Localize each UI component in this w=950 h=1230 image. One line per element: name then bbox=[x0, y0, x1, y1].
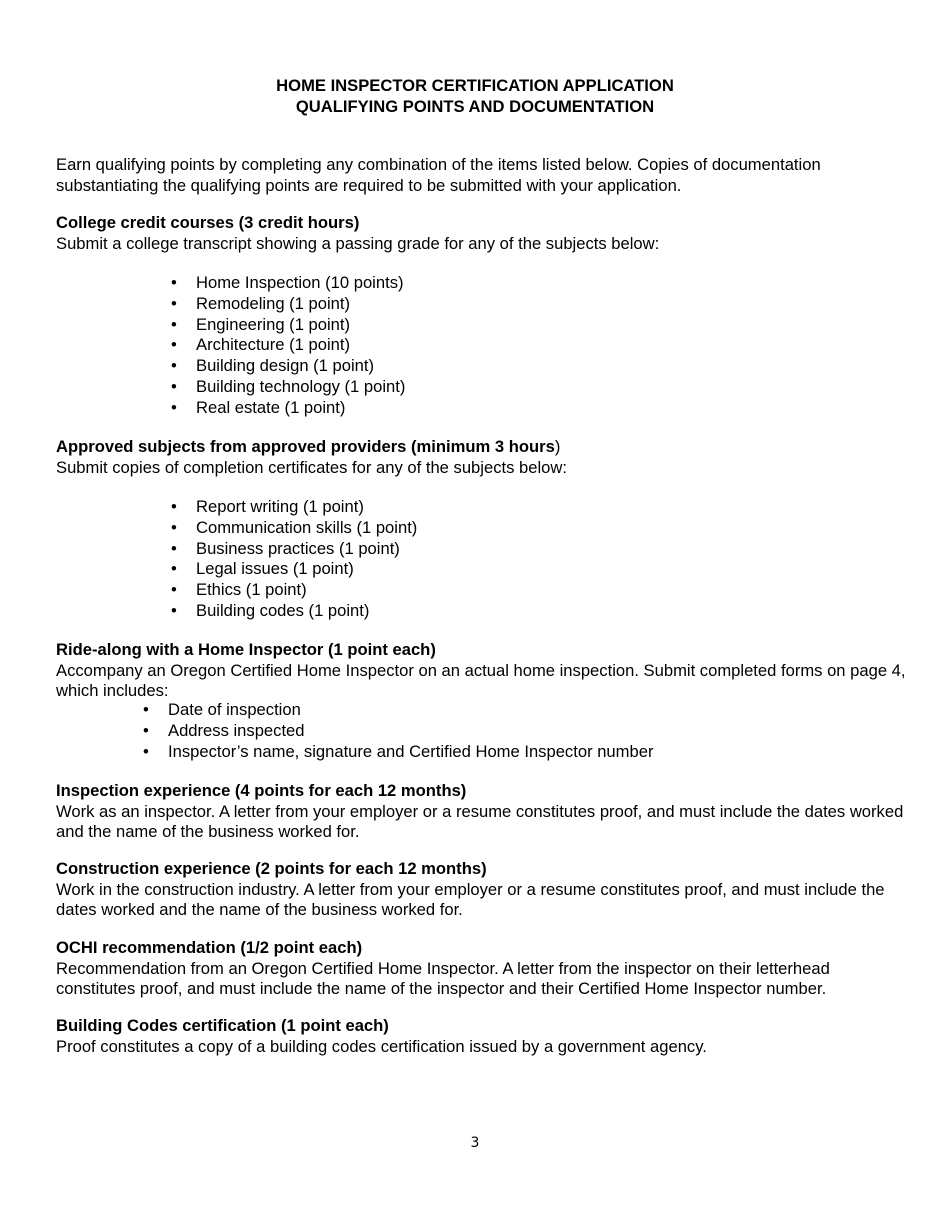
college-subject-list bbox=[196, 273, 405, 419]
approved-text: Submit copies of completion certificates for any of the subjects below: bbox=[56, 457, 567, 477]
inspection-section bbox=[56, 781, 906, 843]
ochi-section bbox=[56, 938, 906, 1000]
list-item: • Building technology (1 point) bbox=[196, 377, 405, 398]
list-item: • Business practices (1 point) bbox=[196, 539, 417, 560]
college-text: Submit a college transcript showing a passing grade for any of the subjects below: bbox=[56, 233, 660, 253]
college-heading: College credit courses (3 credit hours) bbox=[56, 213, 360, 232]
ridealong-text: Accompany an Oregon Certified Home Inspector on an actual home inspection. Submit completed forms on page 4, which includes: bbox=[56, 660, 906, 700]
list-item: • Remodeling (1 point) bbox=[196, 294, 405, 315]
intro-paragraph: Earn qualifying points by completing any combination of the items listed below. Copies of documentation substantiating the qualifying points are required to be submitted with your application. bbox=[56, 155, 821, 195]
list-item: • Ethics (1 point) bbox=[196, 580, 417, 601]
list-item: • Communication skills (1 point) bbox=[196, 518, 417, 539]
construction-text: Work in the construction industry. A letter from your employer or a resume constitutes proof, and must include the dates worked and the name of the business worked for. bbox=[56, 879, 885, 919]
list-item: • Real estate (1 point) bbox=[196, 398, 405, 419]
page-number: 3 bbox=[470, 1135, 480, 1151]
construction-section bbox=[56, 859, 906, 921]
ochi-text: Recommendation from an Oregon Certified Home Inspector. A letter from the inspector on their letterhead constitutes proof, and must include the name of the inspector and their Certified Home Inspector number. bbox=[56, 958, 830, 998]
list-item: • Report writing (1 point) bbox=[196, 497, 417, 518]
codes-text: Proof constitutes a copy of a building codes certification issued by a government agency. bbox=[56, 1036, 707, 1056]
construction-heading: Construction experience (2 points for each 12 months) bbox=[56, 859, 487, 878]
list-item: • Address inspected bbox=[168, 721, 653, 742]
ridealong-heading: Ride-along with a Home Inspector (1 point each) bbox=[56, 640, 436, 659]
codes-section bbox=[56, 1016, 906, 1057]
ridealong-item-list bbox=[168, 700, 653, 762]
approved-subject-list bbox=[196, 497, 417, 622]
list-item: • Home Inspection (10 points) bbox=[196, 273, 405, 294]
college-section bbox=[56, 213, 906, 254]
approved-heading-tail: ) bbox=[554, 437, 561, 456]
inspection-heading: Inspection experience (4 points for each 12 months) bbox=[56, 781, 467, 800]
list-item: • Date of inspection bbox=[168, 700, 653, 721]
list-item: • Architecture (1 point) bbox=[196, 335, 405, 356]
list-item: • Legal issues (1 point) bbox=[196, 559, 417, 580]
codes-heading: Building Codes certification (1 point each) bbox=[56, 1016, 389, 1035]
title-line-2: QUALIFYING POINTS AND DOCUMENTATION bbox=[295, 96, 655, 116]
list-item: • Building design (1 point) bbox=[196, 356, 405, 377]
list-item: • Engineering (1 point) bbox=[196, 315, 405, 336]
approved-section bbox=[56, 437, 906, 478]
list-item: • Building codes (1 point) bbox=[196, 601, 417, 622]
title-line-1: HOME INSPECTOR CERTIFICATION APPLICATION bbox=[276, 76, 674, 95]
inspection-text: Work as an inspector. A letter from your employer or a resume constitutes proof, and must include the dates worked and the name of the business worked for. bbox=[56, 801, 904, 841]
ridealong-section bbox=[56, 640, 906, 702]
list-item: • Inspector’s name, signature and Certified Home Inspector number bbox=[168, 742, 653, 763]
approved-heading: Approved subjects from approved providers (minimum 3 hours bbox=[56, 437, 555, 456]
ochi-heading: OCHI recommendation (1/2 point each) bbox=[56, 938, 363, 957]
document-title bbox=[0, 76, 950, 117]
